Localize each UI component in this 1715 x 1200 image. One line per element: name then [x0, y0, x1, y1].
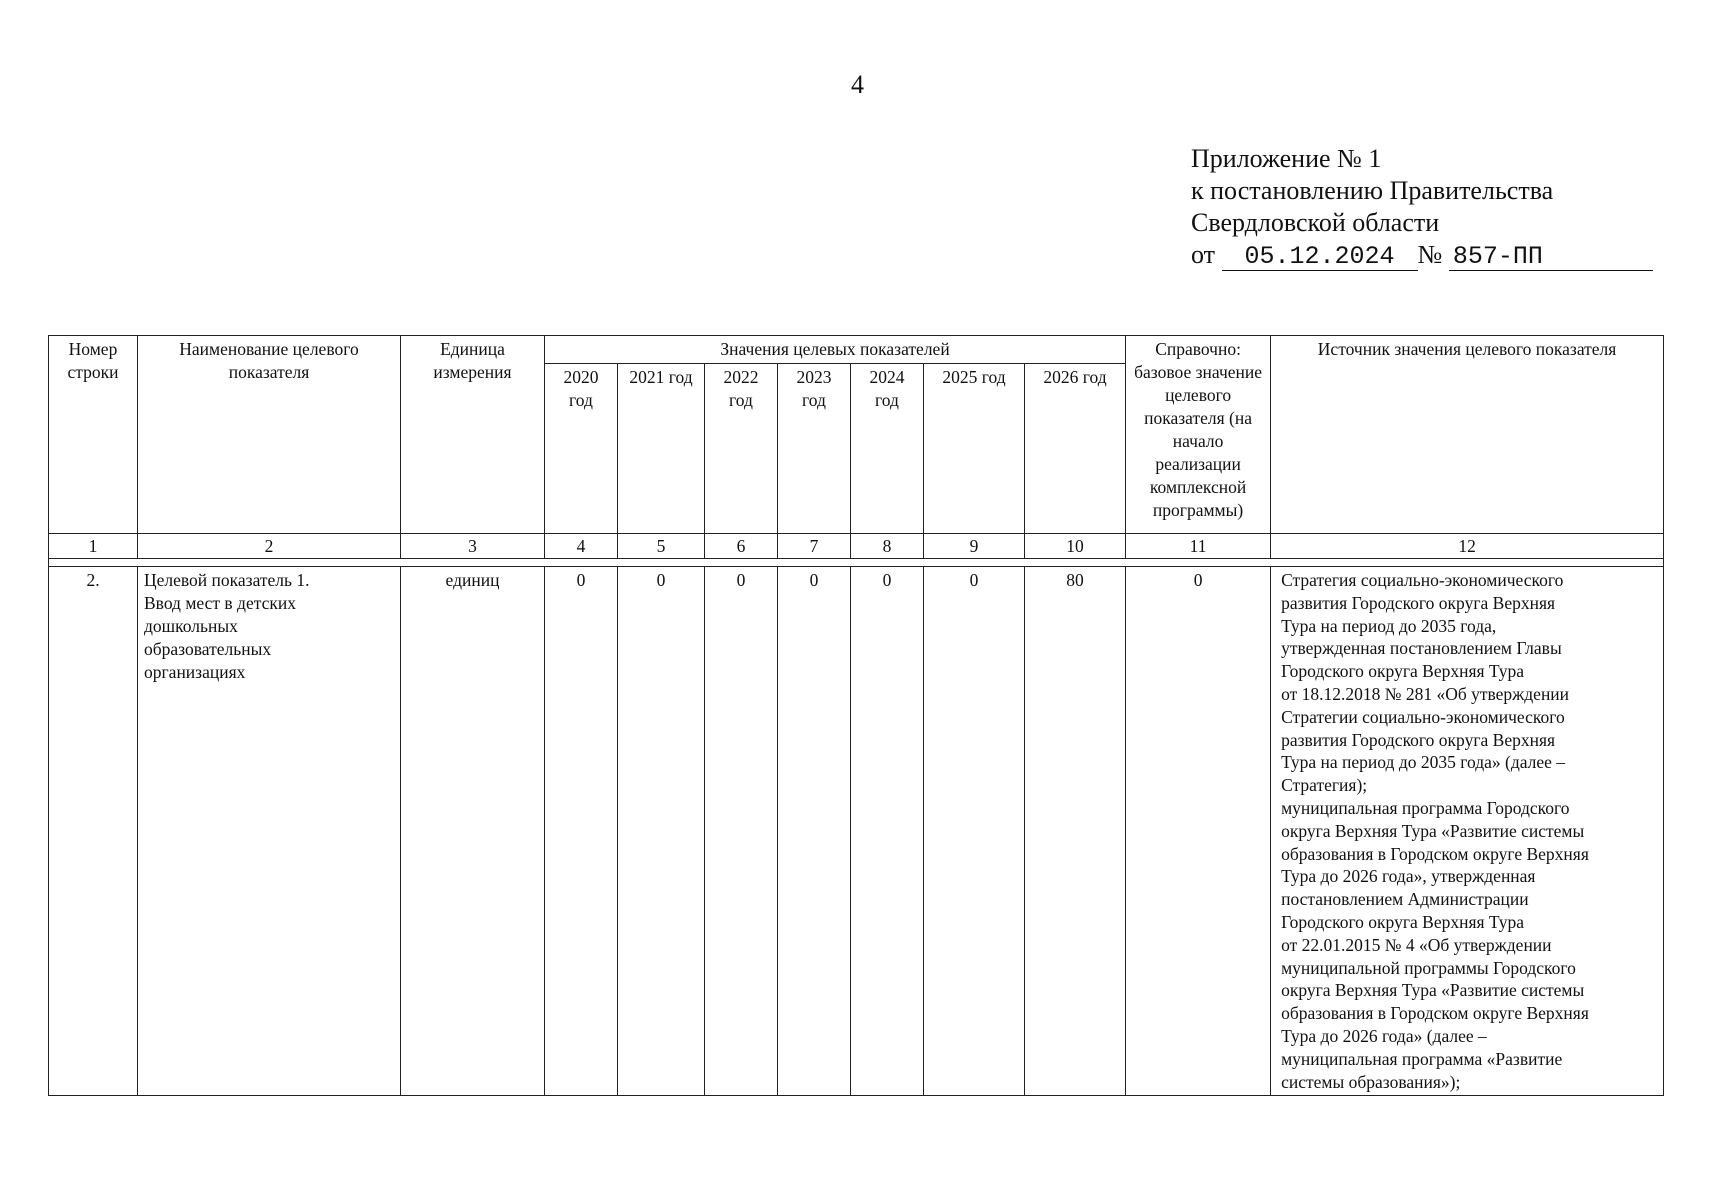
value-cell: 80	[1025, 567, 1126, 1096]
column-number: 11	[1126, 534, 1271, 559]
appendix-title: Приложение № 1	[1191, 144, 1382, 173]
source-line: развития Городского округа Верхняя	[1281, 729, 1556, 750]
indicator-name-line: Ввод мест в детских	[144, 593, 296, 613]
source-line: от 18.12.2018 № 281 «Об утверждении	[1281, 683, 1570, 704]
from-label: от	[1191, 240, 1216, 269]
source-line: Стратегии социально-экономического	[1281, 706, 1565, 727]
column-number: 1	[49, 534, 138, 559]
column-number: 4	[545, 534, 618, 559]
source-line: постановлением Администрации	[1281, 889, 1529, 910]
value-cell: 0	[778, 567, 851, 1096]
appendix-line-3: Свердловской области	[1191, 208, 1440, 237]
column-numbers-row	[49, 534, 1664, 559]
source-line: образования в Городском округе Верхняя	[1281, 843, 1589, 864]
source-line: Стратегия социально-экономического	[1281, 570, 1564, 590]
header-year: 2021 год	[618, 364, 705, 534]
column-number: 12	[1271, 534, 1664, 559]
column-number: 10	[1025, 534, 1126, 559]
table-row	[49, 567, 1664, 1096]
decree-date: 05.12.2024	[1222, 244, 1418, 271]
source-line: муниципальная программа Городского	[1281, 797, 1570, 818]
value-cell: 0	[705, 567, 778, 1096]
value-cell: 0	[924, 567, 1025, 1096]
header-year: 2025 год	[924, 364, 1025, 534]
source-line: Тура до 2026 года», утвержденная	[1281, 866, 1536, 887]
column-number: 7	[778, 534, 851, 559]
source-line: Городского округа Верхняя Тура	[1281, 911, 1525, 932]
source-line: Тура на период до 2035 года» (далее –	[1281, 752, 1566, 773]
source-line: Тура до 2026 года» (далее –	[1281, 1025, 1487, 1046]
appendix-line-2: к постановлению Правительства	[1191, 176, 1554, 205]
source-line: муниципальная программа «Развитие	[1281, 1048, 1563, 1069]
source-line: системы образования»);	[1281, 1071, 1461, 1092]
row-number-cell: 2.	[49, 567, 138, 1096]
value-cell: 0	[618, 567, 705, 1096]
indicator-name-line: Целевой показатель 1.	[144, 570, 310, 590]
source-line: округа Верхняя Тура «Развитие системы	[1281, 820, 1585, 841]
appendix-header	[1191, 143, 1653, 271]
source-line: развития Городского округа Верхняя	[1281, 592, 1556, 613]
target-indicators-table	[48, 335, 1664, 1096]
unit-cell: единиц	[401, 567, 545, 1096]
header-indicator-name: Наименование целевого показателя	[138, 336, 401, 534]
indicator-name-line: образовательных	[144, 639, 272, 659]
source-line: Городского округа Верхняя Тура	[1281, 661, 1525, 682]
source-line: округа Верхняя Тура «Развитие системы	[1281, 980, 1585, 1001]
separator-cell	[49, 559, 1664, 567]
header-values-group: Значения целевых показателей	[545, 336, 1126, 364]
indicator-name-cell	[138, 567, 401, 1096]
header-row-number: Номер строки	[49, 336, 138, 534]
column-number: 5	[618, 534, 705, 559]
reference-value-cell: 0	[1126, 567, 1271, 1096]
column-number: 8	[851, 534, 924, 559]
source-line: образования в Городском округе Верхняя	[1281, 1003, 1589, 1024]
source-line: Стратегия);	[1281, 775, 1368, 796]
decree-number: 857-ПП	[1449, 244, 1653, 271]
header-source: Источник значения целевого показателя	[1271, 336, 1664, 534]
source-line: муниципальной программы Городского	[1281, 957, 1576, 978]
header-separator	[49, 559, 1664, 567]
header-unit: Единица измерения	[401, 336, 545, 534]
column-number: 9	[924, 534, 1025, 559]
column-number: 6	[705, 534, 778, 559]
header-reference: Справочно: базовое значение целевого показателя (на начало реализации комплексной программы)	[1126, 336, 1271, 534]
value-cell: 0	[851, 567, 924, 1096]
source-line: Тура на период до 2035 года,	[1281, 615, 1497, 636]
source-line: от 22.01.2015 № 4 «Об утверждении	[1281, 934, 1552, 955]
column-number: 3	[401, 534, 545, 559]
value-cell: 0	[545, 567, 618, 1096]
indicator-name-line: организациях	[144, 662, 246, 682]
header-year: 2020 год	[545, 364, 618, 534]
source-cell	[1271, 567, 1664, 1096]
appendix-date-line	[1191, 239, 1653, 271]
header-year: 2023 год	[778, 364, 851, 534]
number-sign: №	[1417, 240, 1443, 269]
page-number: 4	[851, 70, 864, 99]
indicator-name-line: дошкольных	[144, 616, 238, 636]
column-number: 2	[138, 534, 401, 559]
source-line: утвержденная постановлением Главы	[1281, 638, 1562, 659]
header-year: 2024 год	[851, 364, 924, 534]
header-year: 2022 год	[705, 364, 778, 534]
header-year: 2026 год	[1025, 364, 1126, 534]
